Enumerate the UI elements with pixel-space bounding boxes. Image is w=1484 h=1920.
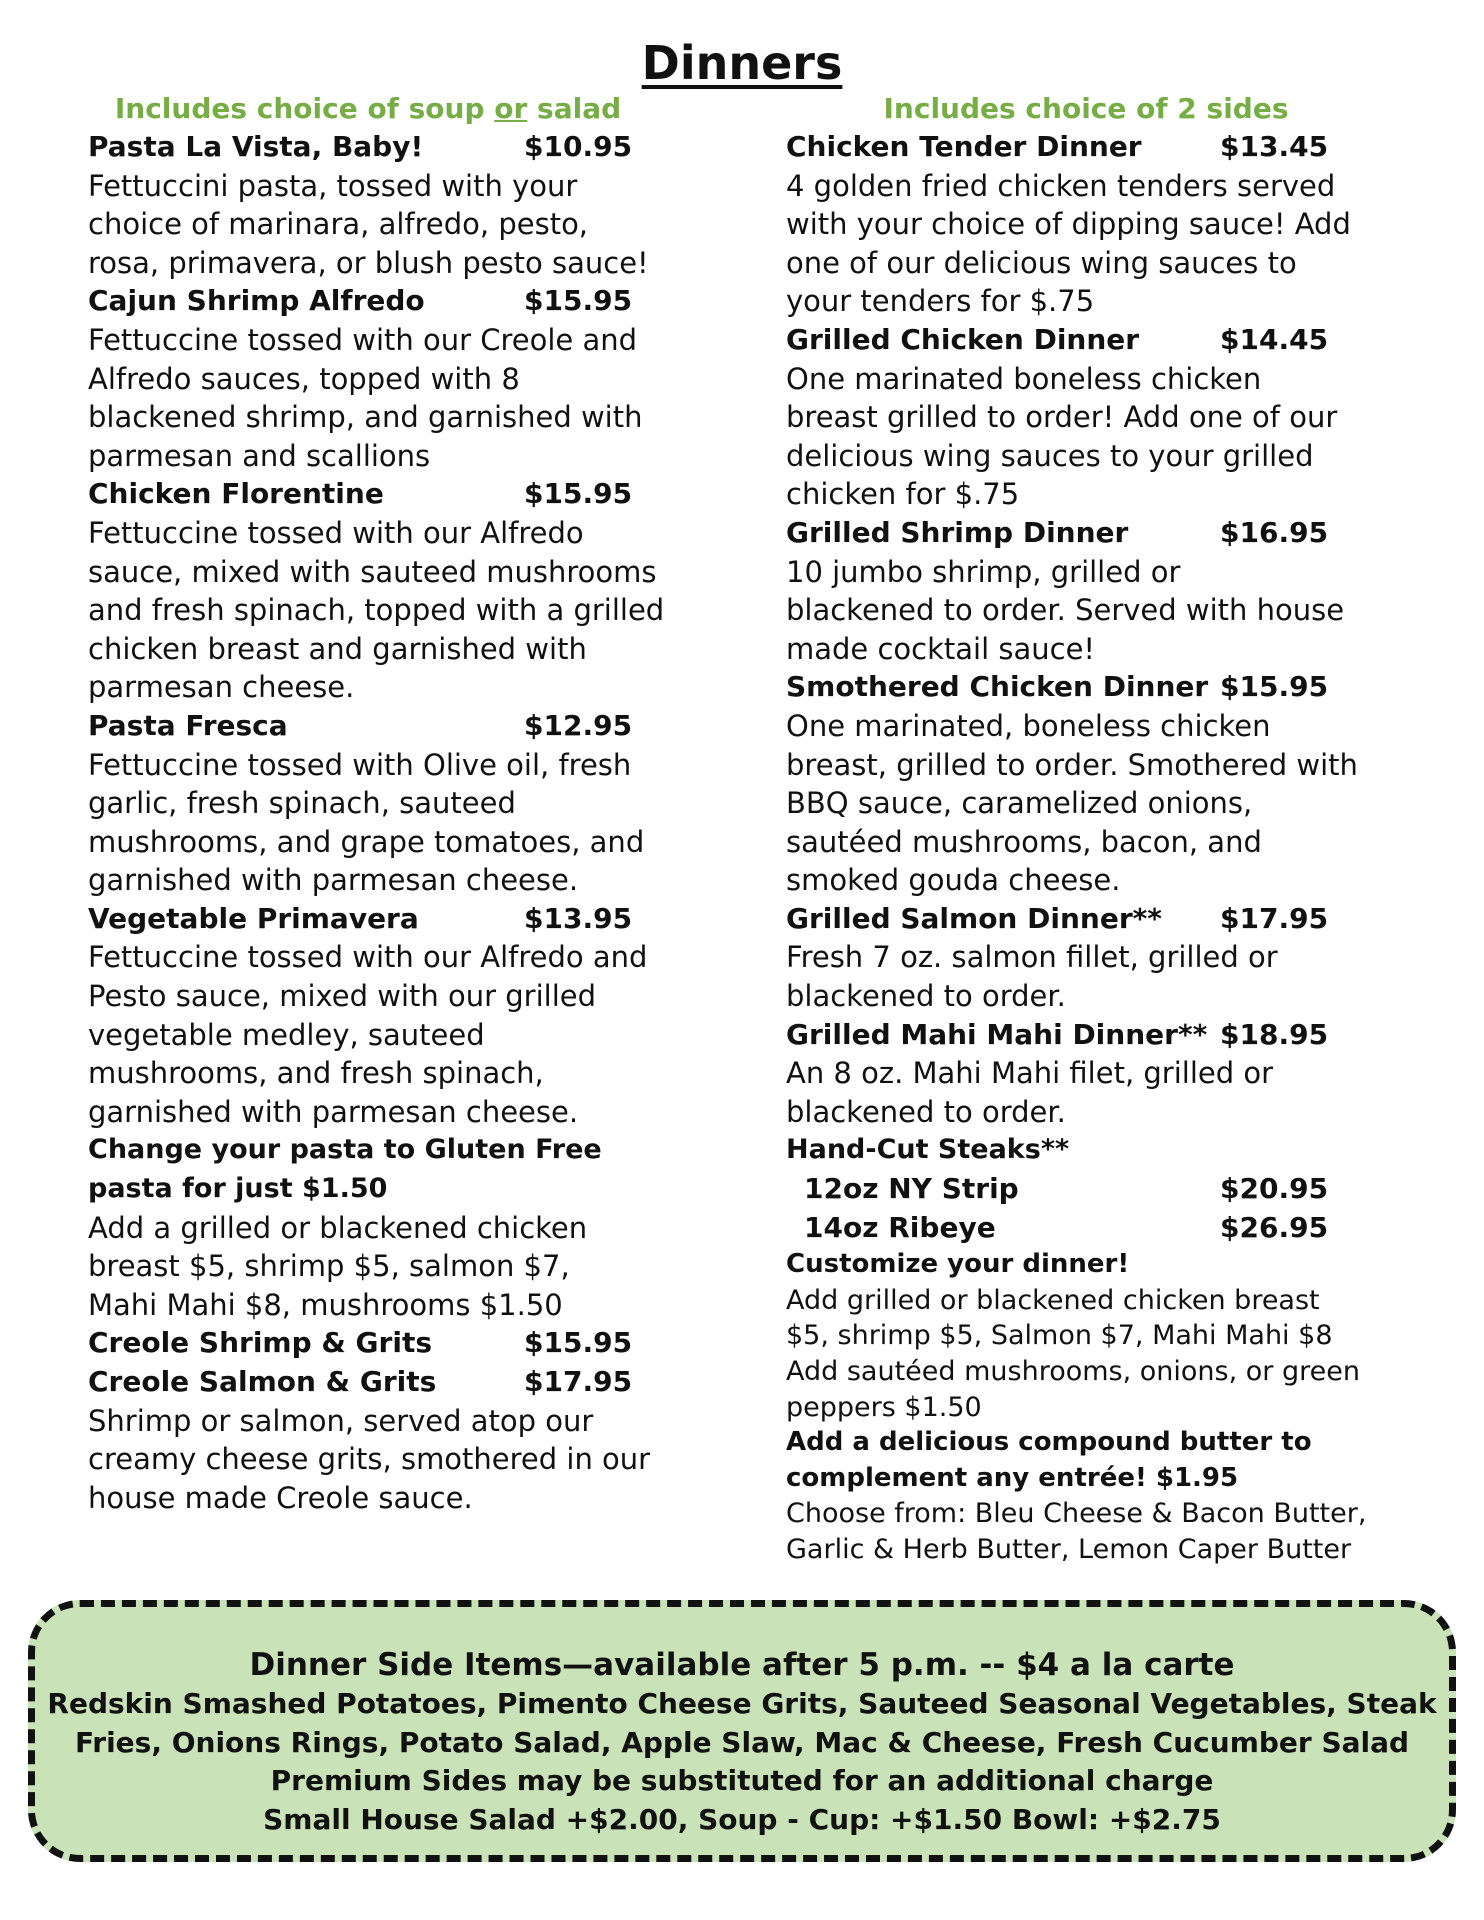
item-desc: mushrooms, and fresh spinach, — [88, 1056, 544, 1091]
item-desc: rosa, primavera, or blush pesto sauce! — [88, 245, 649, 280]
add-on-note: Mahi Mahi $8, mushrooms $1.50 — [88, 1287, 563, 1322]
item-desc: your tenders for $.75 — [786, 284, 1095, 319]
item-name: Cajun Shrimp Alfredo — [88, 284, 425, 318]
item-price: $17.95 — [524, 1365, 633, 1398]
item-price: $12.95 — [524, 708, 633, 742]
item-desc: breast, grilled to order. Smothered with — [786, 747, 1358, 782]
item-name: Chicken Florentine — [88, 477, 384, 511]
item-price: $15.95 — [1220, 670, 1329, 704]
menu-item — [88, 900, 728, 939]
item-desc: chicken breast and garnished with — [88, 631, 587, 666]
item-price: $17.95 — [1220, 901, 1329, 935]
menu-item — [88, 128, 728, 167]
item-desc: house made Creole sauce. — [88, 1480, 473, 1515]
item-name: Grilled Chicken Dinner — [786, 322, 1140, 356]
item-desc: blackened to order. — [786, 1094, 1066, 1129]
dinner-column — [786, 90, 1426, 1568]
item-desc: Fettuccine tossed with our Alfredo — [88, 515, 584, 550]
customize-line: Add sautéed mushrooms, onions, or green — [786, 1356, 1360, 1387]
customize-line: $5, shrimp $5, Salmon $7, Mahi Mahi $8 — [786, 1320, 1333, 1352]
butter-line: Choose from: Bleu Cheese & Bacon Butter, — [786, 1498, 1367, 1530]
item-price: $14.45 — [1220, 322, 1329, 356]
item-desc: parmesan and scallions — [88, 438, 431, 473]
menu-item — [786, 514, 1426, 553]
menu-item — [88, 1324, 728, 1363]
item-name: Grilled Salmon Dinner** — [786, 901, 1162, 935]
soup-salad-note — [78, 90, 658, 128]
add-on-note: breast $5, shrimp $5, salmon $7, — [88, 1249, 570, 1284]
item-price: $15.95 — [524, 284, 633, 318]
item-desc: garnished with parmesan cheese. — [88, 1094, 579, 1129]
item-name: Chicken Tender Dinner — [786, 130, 1142, 163]
menu-item — [786, 321, 1426, 360]
item-desc: made cocktail sauce! — [786, 631, 1096, 666]
item-desc: with your choice of dipping sauce! Add — [786, 207, 1351, 242]
sides-line: Premium Sides may be substituted for an additional charge — [270, 1764, 1214, 1797]
item-desc: parmesan cheese. — [88, 670, 355, 705]
butter-heading: Add a delicious compound butter to — [786, 1427, 1312, 1458]
item-desc: sauce, mixed with sauteed mushrooms — [88, 554, 657, 589]
sides-note: Includes choice of 2 sides — [883, 92, 1289, 125]
page-title: Dinners — [641, 36, 843, 90]
item-desc: blackened to order. — [786, 979, 1066, 1014]
menu-item — [786, 1016, 1426, 1055]
item-desc: mushrooms, and grape tomatoes, and — [88, 824, 645, 859]
butter-heading: complement any entrée! $1.95 — [786, 1462, 1239, 1493]
item-desc: creamy cheese grits, smothered in our — [88, 1442, 651, 1477]
item-name: 12oz NY Strip — [804, 1172, 1019, 1206]
item-desc: Alfredo sauces, topped with 8 — [88, 361, 520, 396]
steak-item — [786, 1170, 1426, 1209]
item-desc: chicken for $.75 — [786, 477, 1020, 512]
item-desc: garlic, fresh spinach, sauteed — [88, 786, 516, 821]
item-desc: 4 golden fried chicken tenders served — [786, 168, 1336, 203]
menu-item — [88, 475, 728, 514]
item-desc: breast grilled to order! Add one of our — [786, 400, 1338, 435]
item-price: $10.95 — [524, 130, 633, 163]
item-desc: vegetable medley, sauteed — [88, 1017, 485, 1052]
item-desc: blackened to order. Served with house — [786, 593, 1345, 628]
customize-line: Add grilled or blackened chicken breast — [786, 1284, 1320, 1316]
item-name: Pasta Fresca — [88, 708, 288, 742]
item-desc: Fettuccini pasta, tossed with your — [88, 168, 578, 203]
customize-line: peppers $1.50 — [786, 1391, 982, 1423]
item-desc: Fettuccine tossed with our Alfredo and — [88, 940, 648, 975]
item-desc: An 8 oz. Mahi Mahi filet, grilled or — [786, 1056, 1274, 1091]
steak-item — [786, 1209, 1426, 1248]
item-desc: Fresh 7 oz. salmon fillet, grilled or — [786, 940, 1278, 975]
item-desc: Fettuccine tossed with our Creole and — [88, 322, 638, 357]
item-price: $15.95 — [524, 1326, 633, 1360]
menu-item — [88, 282, 728, 321]
sides-line: Small House Salad +$2.00, Soup - Cup: +$1.50 Bowl: +$2.75 — [263, 1802, 1221, 1836]
menu-item — [786, 900, 1426, 939]
item-price: $13.95 — [524, 901, 633, 935]
item-desc: blackened shrimp, and garnished with — [88, 400, 643, 435]
item-name: Creole Shrimp & Grits — [88, 1326, 432, 1360]
item-name: Pasta La Vista, Baby! — [88, 130, 424, 163]
item-desc: garnished with parmesan cheese. — [88, 863, 579, 898]
item-desc: one of our delicious wing sauces to — [786, 245, 1297, 280]
butter-line: Garlic & Herb Butter, Lemon Caper Butter — [786, 1533, 1352, 1565]
item-desc: and fresh spinach, topped with a grilled — [88, 593, 665, 628]
gluten-free-note: Change your pasta to Gluten Free — [88, 1134, 602, 1166]
menu-item — [88, 1363, 728, 1402]
item-desc: Shrimp or salmon, served atop our — [88, 1403, 594, 1438]
heading-part: salad — [527, 92, 622, 125]
item-desc: sautéed mushrooms, bacon, and — [786, 824, 1262, 859]
add-on-note: Add a grilled or blackened chicken — [88, 1210, 588, 1245]
gluten-free-note: pasta for just $1.50 — [88, 1173, 388, 1205]
item-desc: 10 jumbo shrimp, grilled or — [786, 554, 1181, 589]
sides-line: Fries, Onions Rings, Potato Salad, Apple Slaw, Mac & Cheese, Fresh Cucumber Salad — [74, 1725, 1410, 1759]
menu-item — [786, 668, 1426, 707]
heading-or: or — [494, 92, 528, 125]
sides-title: Dinner Side Items—available after 5 p.m. -- $4 a la carte — [249, 1647, 1235, 1683]
customize-heading: Customize your dinner! — [786, 1249, 1130, 1280]
item-price: $16.95 — [1220, 515, 1329, 549]
item-price: $13.45 — [1220, 130, 1329, 163]
item-desc: BBQ sauce, caramelized onions, — [786, 786, 1253, 821]
item-price: $15.95 — [524, 477, 633, 511]
item-price: $20.95 — [1220, 1172, 1329, 1206]
item-desc: delicious wing sauces to your grilled — [786, 438, 1314, 473]
item-price: $18.95 — [1220, 1017, 1329, 1051]
menu-item — [786, 128, 1426, 167]
item-name: 14oz Ribeye — [804, 1210, 996, 1244]
item-desc: Fettuccine tossed with Olive oil, fresh — [88, 747, 632, 782]
item-name: Smothered Chicken Dinner — [786, 670, 1209, 704]
item-name: Grilled Shrimp Dinner — [786, 515, 1129, 549]
item-name: Creole Salmon & Grits — [88, 1365, 437, 1398]
sides-line: Redskin Smashed Potatoes, Pimento Cheese Grits, Sauteed Seasonal Vegetables, Steak — [47, 1687, 1437, 1720]
item-desc: One marinated boneless chicken — [786, 361, 1262, 396]
steaks-heading: Hand-Cut Steaks** — [786, 1134, 1070, 1166]
heading-part: Includes choice of soup — [114, 92, 495, 125]
item-desc: choice of marinara, alfredo, pesto, — [88, 207, 589, 242]
sides-box — [28, 1600, 1456, 1862]
item-desc: Pesto sauce, mixed with our grilled — [88, 979, 597, 1014]
menu-item — [88, 707, 728, 746]
item-name: Grilled Mahi Mahi Dinner** — [786, 1017, 1208, 1051]
item-desc: One marinated, boneless chicken — [786, 708, 1271, 743]
pasta-column — [88, 90, 728, 1517]
item-name: Vegetable Primavera — [88, 901, 419, 935]
item-price: $26.95 — [1220, 1210, 1329, 1244]
item-desc: smoked gouda cheese. — [786, 863, 1121, 898]
